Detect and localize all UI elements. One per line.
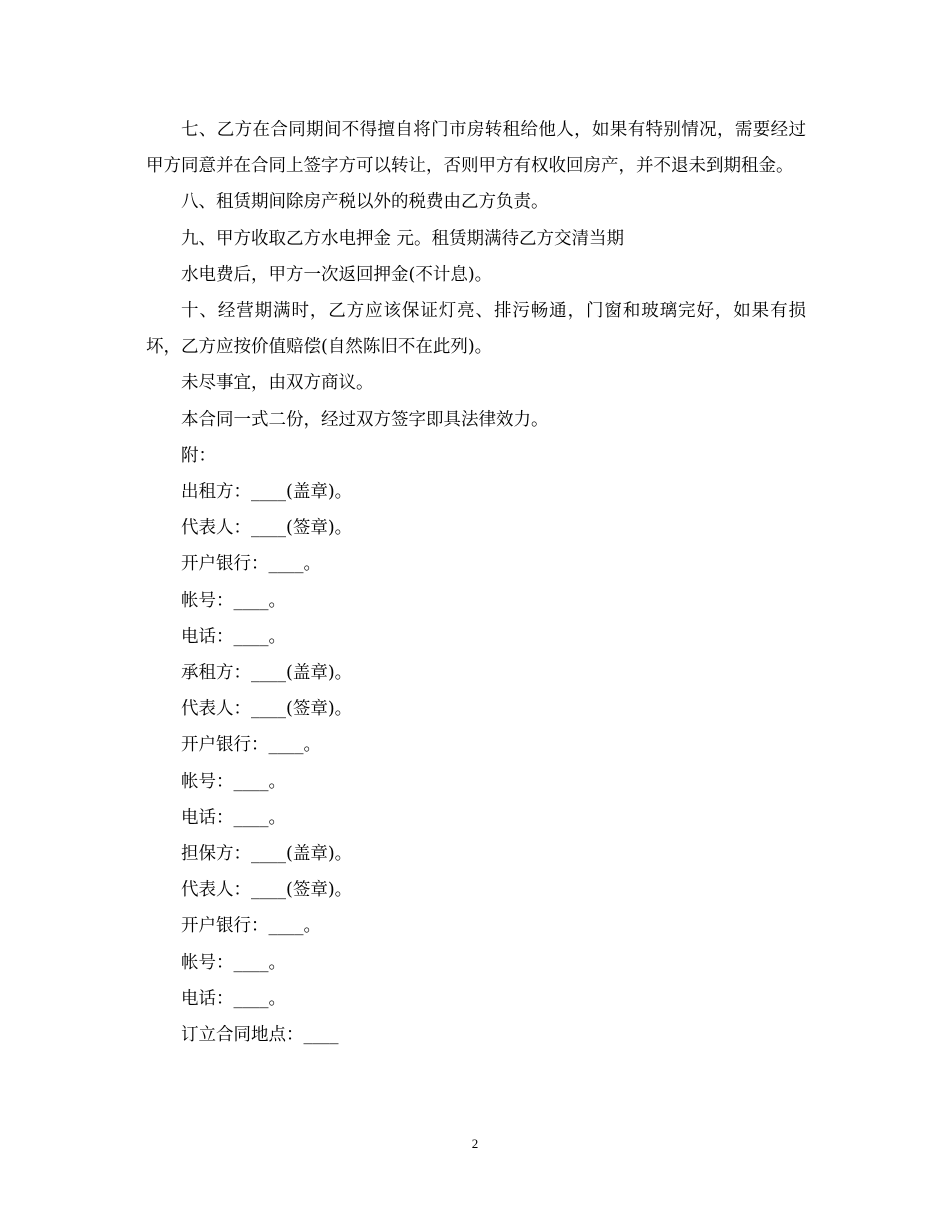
guarantor-bank-field: 开户银行：____。 (181, 916, 321, 937)
lessee-phone-field: 电话：____。 (181, 807, 286, 828)
lessee-representative-field: 代表人：____(签章)。 (181, 699, 353, 720)
clause-ten: 十、经营期满时，乙方应该保证灯亮、排污畅通，门窗和玻璃完好，如果有损坏，乙方应按价值赔偿(自然陈旧不在此列)。 (146, 301, 806, 358)
lessee-bank-field: 开户银行：____。 (181, 735, 321, 756)
lessor-account-field: 帐号：____。 (181, 590, 286, 611)
contract-location-field: 订立合同地点：____ (181, 1025, 339, 1046)
lessee-account-field: 帐号：____。 (181, 771, 286, 792)
clause-eight: 八、租赁期间除房产税以外的税费由乙方负责。 (181, 192, 549, 213)
guarantor-field: 担保方：____(盖章)。 (181, 844, 353, 865)
clause-nine: 九、甲方收取乙方水电押金 元。租赁期满待乙方交清当期 (181, 228, 625, 249)
guarantor-phone-field: 电话：____。 (181, 988, 286, 1009)
clause-seven: 七、乙方在合同期间不得擅自将门市房转租给他人，如果有特别情况，需要经过甲方同意并在合同上签字方可以转让，否则甲方有权收回房产，并不退未到期租金。 (146, 120, 806, 177)
copies-and-effect: 本合同一式二份，经过双方签字即具法律效力。 (181, 409, 549, 430)
lessor-field: 出租方：____(盖章)。 (181, 482, 353, 503)
unresolved-matters: 未尽事宜，由双方商议。 (181, 373, 374, 394)
clause-nine-continued: 水电费后，甲方一次返回押金(不计息)。 (181, 264, 493, 285)
guarantor-account-field: 帐号：____。 (181, 952, 286, 973)
page-number: 2 (471, 1136, 479, 1151)
lessor-bank-field: 开户银行：____。 (181, 554, 321, 575)
contract-body (146, 112, 806, 1053)
lessee-field: 承租方：____(盖章)。 (181, 663, 353, 684)
lessor-phone-field: 电话：____。 (181, 626, 286, 647)
appendix-label: 附： (181, 445, 216, 466)
guarantor-representative-field: 代表人：____(签章)。 (181, 880, 353, 901)
lessor-representative-field: 代表人：____(签章)。 (181, 518, 353, 539)
